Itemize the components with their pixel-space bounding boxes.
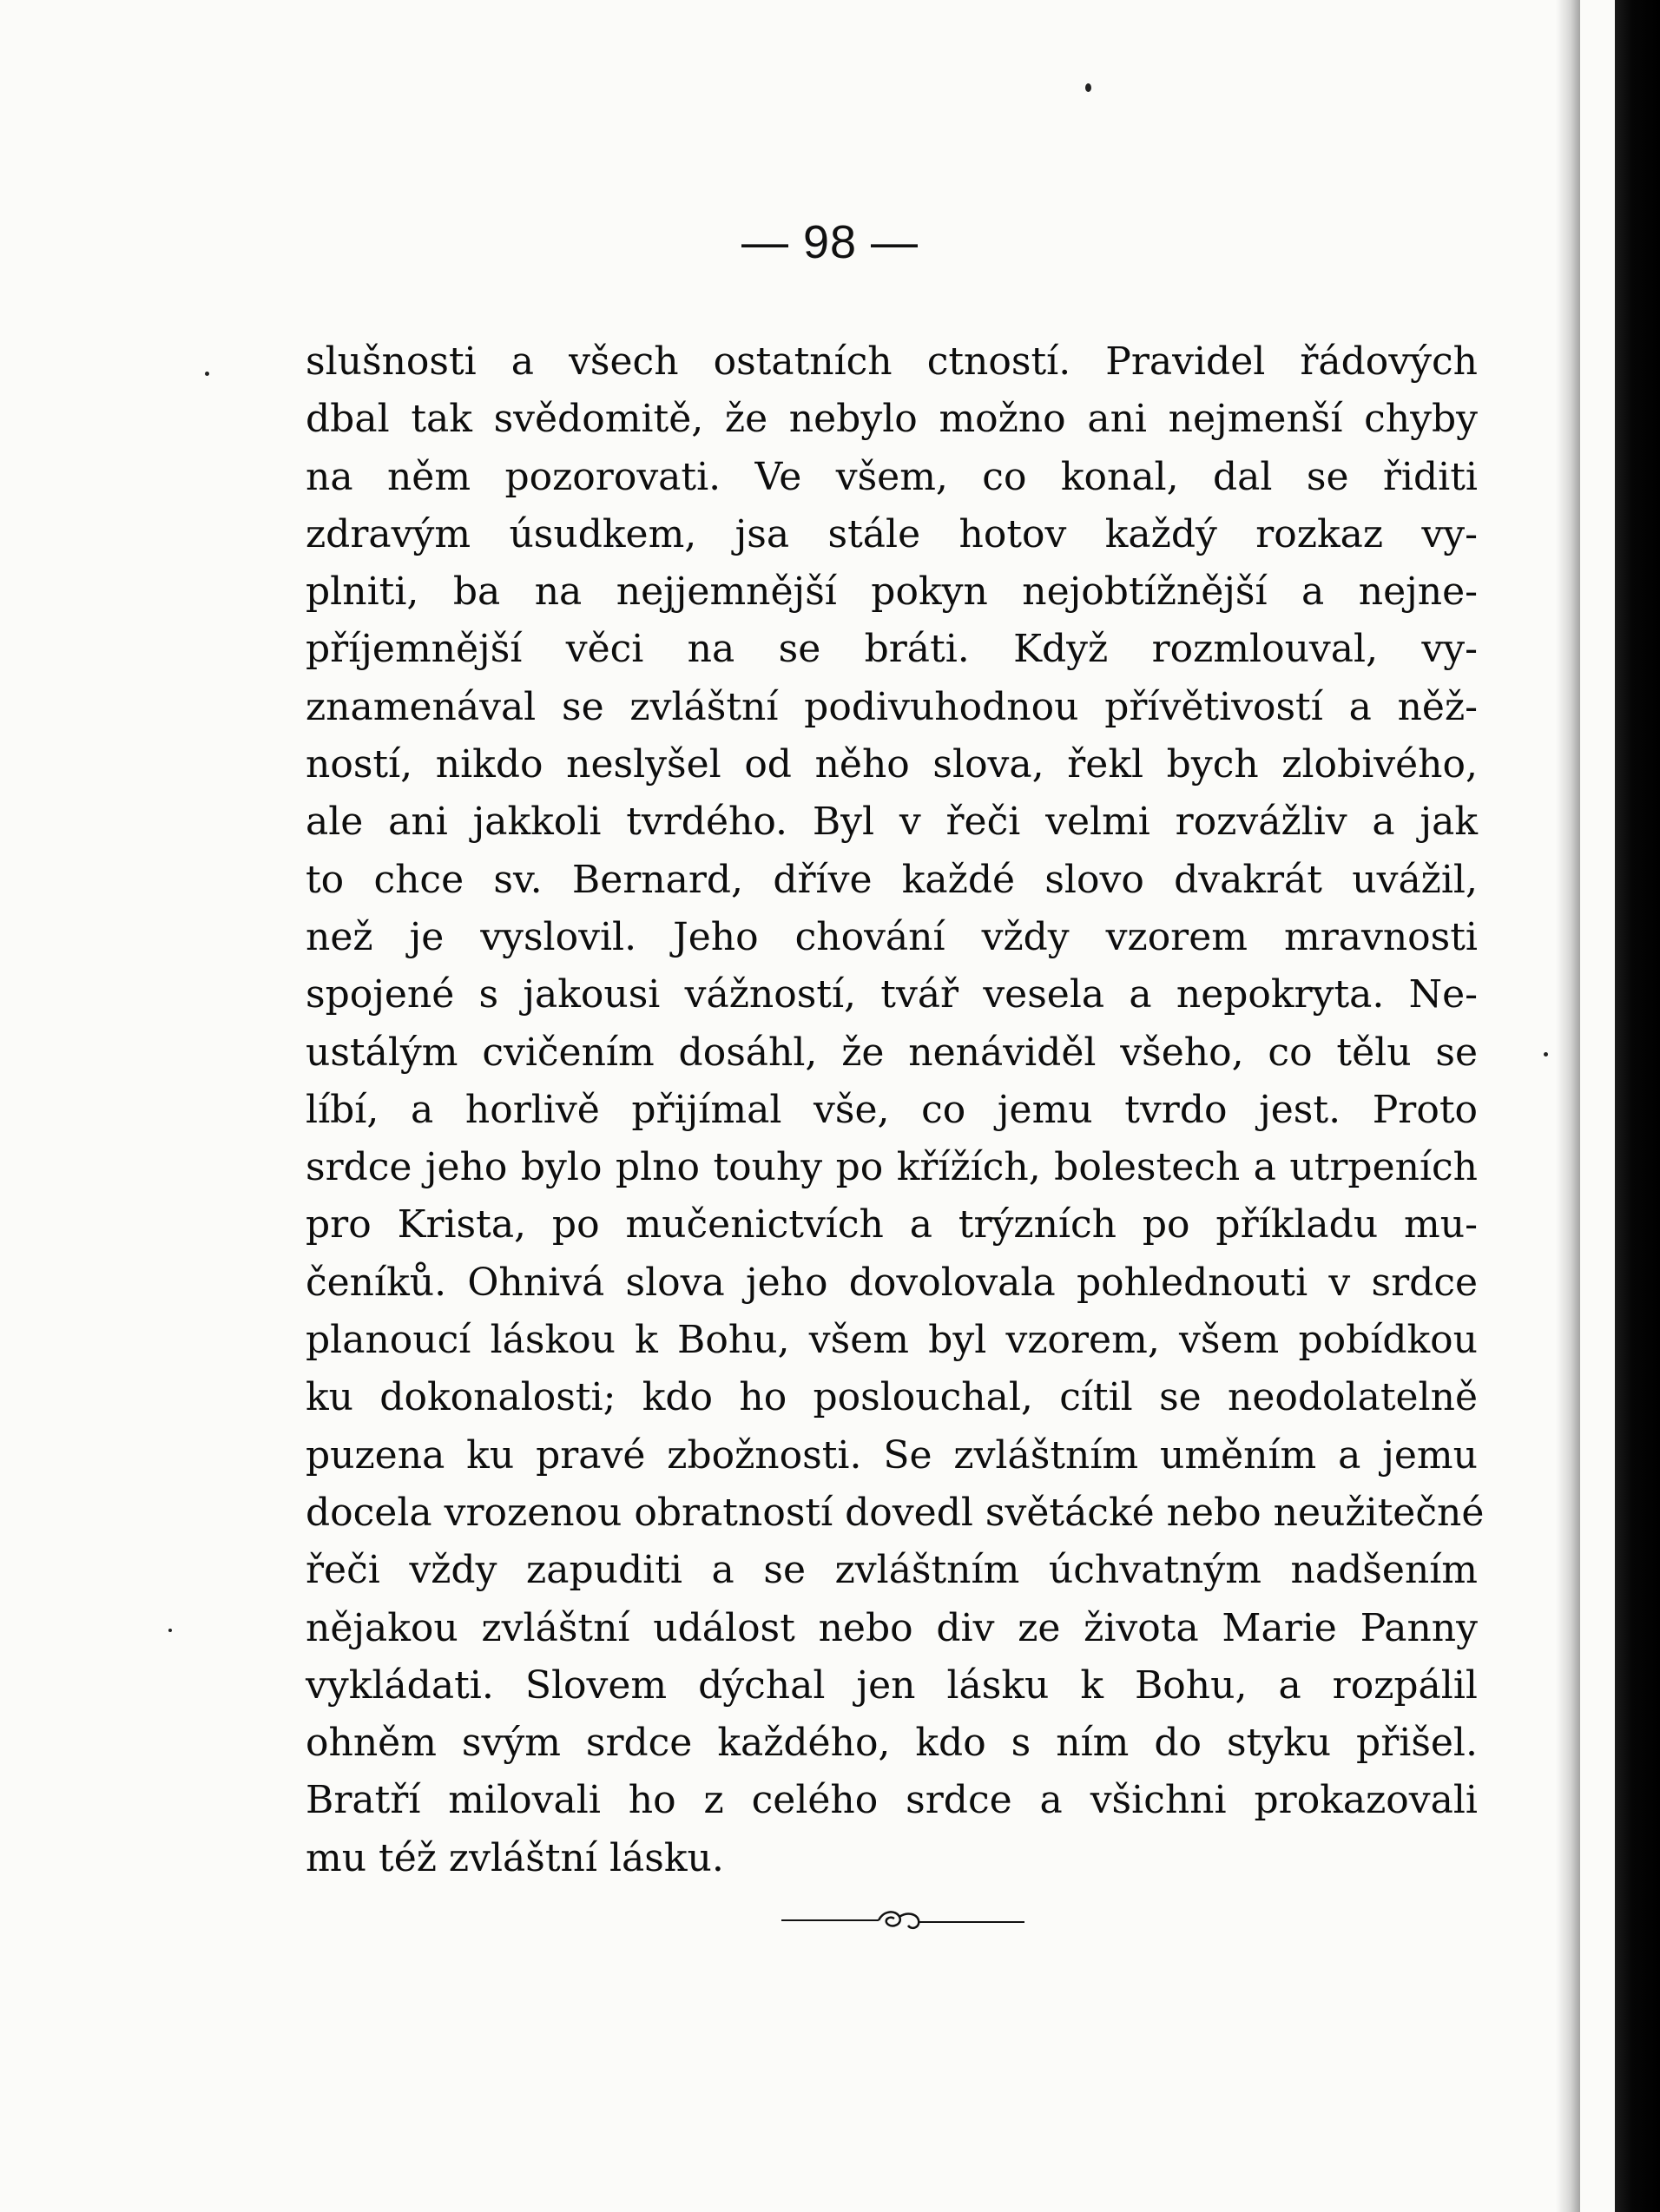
- text-line: Bratří milovali ho z celého srdce a všichni prokazovali: [306, 1778, 1478, 1823]
- text-line: puzena ku pravé zbožnosti. Se zvláštním uměním a jemu: [306, 1432, 1478, 1478]
- text-line: planoucí láskou k Bohu, všem byl vzorem, všem pobídkou: [306, 1318, 1478, 1363]
- text-line: vykládati. Slovem dýchal jen lásku k Bohu, a rozpálil: [306, 1662, 1478, 1708]
- text-line: dbal tak svědomitě, že nebylo možno ani nejmenší chyby: [306, 397, 1478, 442]
- body-paragraph: [306, 333, 1485, 1887]
- swirl-divider-icon: [781, 1903, 1024, 1938]
- text-line: na něm pozorovati. Ve všem, co konal, dal se řiditi: [306, 454, 1478, 499]
- scan-border: [1615, 0, 1660, 2212]
- text-line: než je vyslovil. Jeho chování vždy vzorem mravnosti: [306, 914, 1478, 959]
- paper-speck: [1085, 83, 1091, 92]
- text-line: řeči vždy zapuditi a se zvláštním úchvatným nadšením: [306, 1548, 1478, 1593]
- text-line: docela vrozenou obratností dovedl světácké nebo neužitečné: [306, 1490, 1485, 1535]
- text-line: ale ani jakkoli tvrdého. Byl v řeči velmi rozvážliv a jak: [306, 800, 1478, 845]
- text-line: srdce jeho bylo plno touhy po křížích, bolestech a utrpeních: [306, 1145, 1478, 1190]
- text-line: ohněm svým srdce každého, kdo s ním do styku přišel.: [306, 1721, 1478, 1766]
- page-edge-shadow: [1556, 0, 1580, 2212]
- text-line: to chce sv. Bernard, dříve každé slovo dvakrát uvážil,: [306, 857, 1478, 902]
- text-line: plniti, ba na nejjemnější pokyn nejobtížnější a nejne-: [306, 569, 1478, 615]
- paper-speck: [205, 372, 209, 376]
- text-line: pro Krista, po mučenictvích a trýzních po příkladu mu-: [306, 1202, 1478, 1248]
- text-line: nějakou zvláštní událost nebo div ze života Marie Panny: [306, 1605, 1478, 1650]
- text-line: ností, nikdo neslyšel od něho slova, řekl bych zlobivého,: [306, 742, 1478, 787]
- text-line: zdravým úsudkem, jsa stále hotov každý rozkaz vy-: [306, 511, 1478, 556]
- page-number: — 98 —: [741, 216, 919, 268]
- text-line: příjemnější věci na se bráti. Když rozmlouval, vy-: [306, 627, 1478, 672]
- text-line: ustálým cvičením dosáhl, že nenáviděl všeho, co tělu se: [306, 1030, 1478, 1075]
- text-line: ku dokonalosti; kdo ho poslouchal, cítil se neodolatelně: [306, 1375, 1478, 1420]
- text-line-last: mu též zvláštní lásku.: [306, 1835, 724, 1880]
- paper-speck: [168, 1629, 172, 1632]
- paper-speck: [1544, 1052, 1548, 1057]
- text-line: líbí, a horlivě přijímal vše, co jemu tvrdo jest. Proto: [306, 1087, 1478, 1132]
- text-line: znamenával se zvláštní podivuhodnou přívětivostí a něž-: [306, 684, 1478, 729]
- text-line: spojené s jakousi vážností, tvář vesela a nepokryta. Ne-: [306, 972, 1478, 1017]
- text-line: čeníků. Ohnivá slova jeho dovolovala pohlednouti v srdce: [306, 1260, 1478, 1305]
- text-line: slušnosti a všech ostatních ctností. Pravidel řádových: [306, 339, 1478, 384]
